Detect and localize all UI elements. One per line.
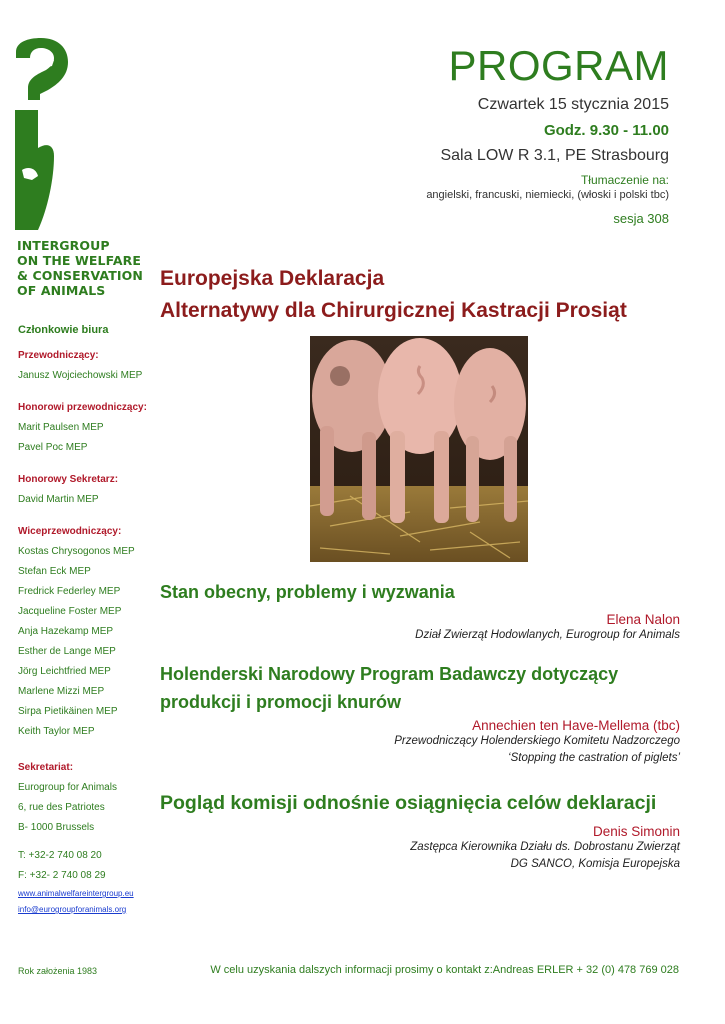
main-title-line: Alternatywy dla Chirurgicznej Kastracji Prosiąt (160, 299, 627, 322)
piglets-photo (310, 336, 528, 562)
vice-chair-name: Jacqueline Foster MEP (18, 606, 122, 617)
org-name-line: ON THE WELFARE (17, 253, 141, 268)
agenda-item-speaker: Annechien ten Have-Mellema (tbc) (472, 718, 680, 733)
agenda-item-title: Holenderski Narodowy Program Badawczy dotyczący produkcji i promocji knurów (160, 664, 619, 712)
vice-chair-name: Kostas Chrysogonos MEP (18, 546, 135, 557)
org-name-line: & CONSERVATION (17, 268, 143, 283)
agenda-item-title: Stan obecny, problemy i wyzwania (160, 582, 455, 602)
main-title-line: Europejska Deklaracja (160, 267, 385, 290)
interpretation-label: Tłumaczenie na: (580, 173, 669, 187)
agenda-item-role: DG SANCO, Komisja Europejska (510, 858, 680, 870)
founded-year: Rok założenia 1983 (18, 966, 98, 976)
email-link[interactable]: info@eurogroupforanimals.org (18, 905, 127, 914)
main-title (160, 263, 700, 327)
agenda-item-title: Pogląd komisji odnośnie osiągnięcia celów deklaracji (160, 792, 657, 814)
session-number: sesja 308 (613, 211, 669, 226)
website-link[interactable]: www.animalwelfareintergroup.eu (18, 889, 134, 898)
program-header (426, 40, 669, 226)
agenda-item-role: Dział Zwierząt Hodowlanych, Eurogroup for Animals (415, 629, 680, 641)
secretariat-line: 6, rue des Patriotes (18, 802, 105, 813)
secretariat-line: Eurogroup for Animals (18, 782, 117, 793)
sidebar-title: Członkowie biura (18, 324, 109, 336)
vice-chairs-label: Wiceprzewodniczący: (18, 526, 122, 537)
vice-chair-name: Stefan Eck MEP (18, 566, 91, 577)
agenda-item-role: Przewodniczący Holenderskiego Komitetu Nadzorczego (394, 735, 680, 747)
chair-name: Janusz Wojciechowski MEP (18, 370, 143, 381)
vice-chair-name: Sirpa Pietikäinen MEP (18, 706, 118, 717)
org-name-line: INTERGROUP (17, 238, 110, 253)
sidebar (18, 320, 168, 918)
fax: F: +32- 2 740 08 29 (18, 870, 106, 881)
contact-info: W celu uzyskania dalszych informacji prosimy o kontakt z:Andreas ERLER + 32 (0) 478 769 028 (210, 964, 679, 976)
agenda-item (160, 660, 680, 767)
event-time: Godz. 9.30 - 11.00 (543, 122, 669, 139)
phone: T: +32-2 740 08 20 (18, 850, 102, 861)
interpretation-languages: angielski, francuski, niemiecki, (włoski i polski tbc) (426, 189, 669, 201)
org-name-line: OF ANIMALS (17, 283, 106, 298)
secretariat-line: B- 1000 Brussels (18, 822, 95, 833)
honorary-secretary-label: Honorowy Sekretarz: (18, 474, 119, 485)
agenda-item (160, 788, 680, 873)
honorary-chairs-label: Honorowi przewodniczący: (18, 402, 147, 413)
honorary-secretary-name: David Martin MEP (18, 494, 99, 505)
secretariat-label: Sekretariat: (18, 762, 74, 773)
intergroup-logo-icon (8, 38, 70, 238)
agenda-item-speaker: Elena Nalon (606, 612, 680, 627)
vice-chair-name: Anja Hazekamp MEP (18, 626, 114, 637)
page-title: PROGRAM (448, 42, 669, 89)
vice-chair-name: Fredrick Federley MEP (18, 586, 121, 597)
event-room: Sala LOW R 3.1, PE Strasbourg (440, 147, 669, 164)
event-date: Czwartek 15 stycznia 2015 (477, 96, 669, 113)
chair-label: Przewodniczący: (18, 350, 99, 361)
vice-chair-name: Esther de Lange MEP (18, 646, 116, 657)
agenda-item-role: ‘Stopping the castration of piglets’ (508, 752, 680, 764)
vice-chair-name: Keith Taylor MEP (18, 726, 95, 737)
agenda-item (160, 578, 680, 644)
vice-chair-name: Jörg Leichtfried MEP (18, 666, 111, 677)
org-name (17, 238, 147, 298)
vice-chair-name: Marlene Mizzi MEP (18, 686, 105, 697)
agenda-item-speaker: Denis Simonin (592, 824, 680, 839)
honorary-chair-name: Marit Paulsen MEP (18, 422, 104, 433)
honorary-chair-name: Pavel Poc MEP (18, 442, 88, 453)
agenda-item-role: Zastępca Kierownika Działu ds. Dobrostanu Zwierząt (410, 841, 680, 853)
